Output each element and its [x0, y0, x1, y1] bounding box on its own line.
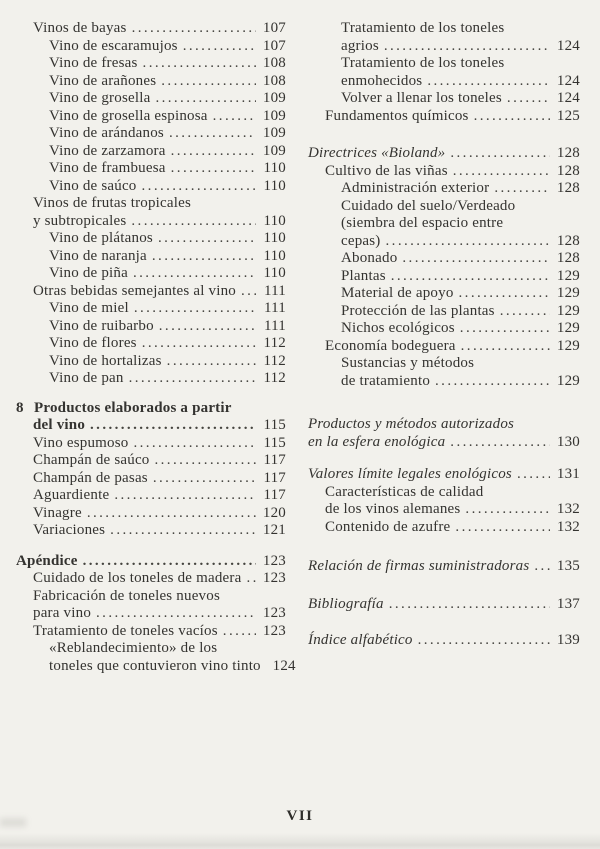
dot-leader-icon — [534, 558, 550, 576]
toc-entry — [16, 160, 286, 178]
toc-entry — [308, 416, 580, 434]
toc-entry-page: 129 — [556, 302, 580, 319]
toc-entry — [308, 38, 580, 56]
toc-entry-page: 128 — [556, 145, 580, 161]
toc-entry-page: 128 — [556, 232, 580, 249]
dot-leader-icon — [455, 519, 550, 537]
toc-entry-label: Champán de saúco — [33, 452, 150, 468]
dot-leader-icon — [500, 303, 550, 321]
dot-leader-icon — [435, 373, 550, 391]
toc-entry-page: 117 — [263, 487, 286, 503]
toc-entry — [308, 373, 580, 391]
toc-entry-label: Apéndice — [16, 552, 78, 569]
toc-entry — [16, 505, 286, 523]
dot-leader-icon — [461, 338, 550, 356]
toc-entry-label: para vino — [33, 605, 92, 621]
scan-shadow — [0, 833, 600, 849]
toc-entry-label: Características de calidad — [325, 483, 484, 500]
toc-entry — [16, 73, 286, 91]
dot-leader-icon — [153, 470, 256, 488]
dot-leader-icon — [507, 90, 550, 108]
toc-entry — [308, 250, 580, 268]
toc-entry — [16, 470, 286, 488]
dot-leader-icon — [110, 522, 256, 540]
toc-entry-label: Tratamiento de los toneles — [341, 20, 505, 36]
dot-leader-icon — [143, 55, 256, 73]
dot-leader-icon — [133, 435, 256, 453]
dot-leader-icon — [171, 160, 256, 178]
dot-leader-icon — [152, 248, 256, 266]
dot-leader-icon — [386, 233, 550, 251]
toc-entry — [16, 623, 286, 641]
toc-entry-label: Productos elaborados a partir — [34, 399, 232, 416]
toc-entry — [308, 519, 580, 537]
toc-entry-page: 107 — [262, 20, 286, 36]
toc-entry-label: Tratamiento de toneles vacíos — [33, 622, 218, 639]
dot-leader-icon — [517, 466, 550, 484]
toc-entry-label: Aguardiente — [33, 487, 110, 503]
toc-entry-label: Vino espumoso — [33, 434, 129, 451]
toc-entry-page: 124 — [272, 657, 296, 674]
toc-entry — [16, 522, 286, 540]
toc-entry-label: y subtropicales — [33, 212, 127, 229]
toc-entry-page: 137 — [556, 595, 580, 612]
dot-leader-icon — [155, 452, 257, 470]
dot-leader-icon — [494, 180, 550, 198]
toc-entry-label: Vino de frambuesa — [49, 160, 166, 176]
toc-entry — [308, 215, 580, 233]
dot-leader-icon — [384, 38, 550, 56]
toc-entry — [16, 335, 286, 353]
toc-entry-page: 112 — [263, 370, 286, 386]
toc-entry-label: Otras bebidas semejantes al vino — [33, 282, 237, 299]
dot-leader-icon — [223, 623, 256, 641]
dot-leader-icon — [83, 553, 256, 571]
toc-entry-page: 109 — [262, 107, 286, 124]
toc-entry-page: 108 — [262, 72, 286, 89]
toc-entry-page: 131 — [556, 466, 580, 482]
toc-entry-page: 110 — [263, 247, 286, 264]
toc-entry-page: 115 — [263, 417, 286, 433]
toc-entry-page: 129 — [556, 267, 580, 284]
dot-leader-icon — [427, 73, 550, 91]
toc-entry-label: Vino de grosella espinosa — [49, 107, 208, 124]
toc-entry-label: Vino de pan — [49, 370, 124, 386]
toc-entry-label: Vinagre — [33, 504, 82, 521]
toc-entry-page: 130 — [556, 433, 580, 450]
toc-entry — [16, 353, 286, 371]
toc-entry — [308, 145, 580, 163]
toc-entry-label: Fundamentos químicos — [325, 107, 469, 124]
toc-entry-label: enmohecidos — [341, 72, 423, 89]
toc-entry-page: 109 — [262, 142, 286, 159]
dot-leader-icon — [460, 320, 550, 338]
toc-entry — [16, 265, 286, 283]
toc-entry — [16, 38, 286, 56]
dot-leader-icon — [183, 38, 256, 56]
toc-entry-label: Cuidado del suelo/Verdeado — [341, 197, 516, 214]
toc-entry — [308, 501, 580, 519]
toc-entry — [308, 90, 580, 108]
toc-entry — [16, 143, 286, 161]
toc-entry-page: 109 — [262, 125, 286, 141]
toc-entry — [308, 108, 580, 126]
toc-entry-label: Abonado — [341, 250, 398, 266]
toc-entry — [308, 466, 580, 484]
dot-leader-icon — [132, 20, 256, 38]
dot-leader-icon — [87, 505, 256, 523]
toc-entry-label: Índice alfabético — [308, 632, 413, 648]
dot-leader-icon — [418, 632, 550, 650]
toc-entry — [308, 285, 580, 303]
toc-entry — [16, 178, 286, 196]
toc-entry-label: Material de apoyo — [341, 285, 454, 301]
toc-entry-page: 124 — [556, 90, 580, 106]
toc-entry — [308, 198, 580, 216]
toc-entry-page: 117 — [263, 469, 286, 486]
toc-entry — [308, 163, 580, 181]
dot-leader-icon — [90, 417, 256, 435]
toc-entry — [16, 318, 286, 336]
dot-leader-icon — [134, 300, 256, 318]
dot-leader-icon — [155, 90, 256, 108]
toc-entry-page: 112 — [263, 335, 286, 351]
toc-entry — [308, 632, 580, 650]
toc-entry — [16, 283, 286, 301]
dot-leader-icon — [159, 318, 256, 336]
toc-entry — [308, 268, 580, 286]
toc-entry-label: Administración exterior — [341, 180, 490, 196]
toc-entry — [16, 400, 286, 418]
toc-entry-page: 110 — [263, 230, 286, 246]
toc-entry-label: Vino de saúco — [49, 177, 137, 194]
dot-leader-icon — [474, 108, 550, 126]
toc-entry-page: 124 — [556, 37, 580, 54]
toc-entry-page: 112 — [263, 352, 286, 369]
dot-leader-icon — [161, 73, 256, 91]
toc-entry-label: Vino de hortalizas — [49, 352, 162, 369]
dot-leader-icon — [389, 596, 550, 614]
toc-entry-label: Contenido de azufre — [325, 518, 451, 535]
toc-entry-label: Vino de escaramujos — [49, 37, 178, 54]
toc-entry — [16, 20, 286, 38]
toc-entry — [16, 55, 286, 73]
toc-entry-page: 132 — [556, 501, 580, 517]
toc-entry — [308, 484, 580, 502]
toc-entry — [16, 487, 286, 505]
toc-entry — [16, 588, 286, 606]
toc-entry-page: 111 — [264, 282, 286, 299]
toc-entry-page: 111 — [264, 317, 286, 334]
toc-entry — [16, 657, 296, 676]
toc-entry — [308, 180, 580, 198]
toc-entry-label: Volver a llenar los toneles — [341, 90, 502, 106]
dot-leader-icon — [459, 285, 550, 303]
toc-entry-page: 107 — [262, 37, 286, 54]
toc-entry-label: Economía bodeguera — [325, 337, 456, 354]
toc-entry — [16, 605, 286, 623]
toc-entry-label: Vino de arañones — [49, 72, 157, 89]
toc-entry — [16, 195, 286, 213]
toc-left-column — [16, 20, 296, 675]
toc-entry-page: 123 — [262, 552, 286, 569]
toc-entry-label: cepas) — [341, 232, 381, 249]
toc-entry-page: 123 — [262, 622, 286, 639]
toc-entry-page: 111 — [264, 300, 286, 316]
dot-leader-icon — [246, 570, 256, 588]
dot-leader-icon — [96, 605, 256, 623]
dot-leader-icon — [465, 501, 550, 519]
toc-entry-label: Directrices «Bioland» — [308, 145, 446, 161]
toc-entry-page: 110 — [263, 177, 286, 194]
toc-entry-page: 124 — [556, 72, 580, 89]
toc-entry-label: Champán de pasas — [33, 469, 148, 486]
toc-entry-label: Protección de las plantas — [341, 302, 495, 319]
toc-entry — [308, 596, 580, 614]
toc-entry-page: 123 — [262, 605, 286, 621]
dot-leader-icon — [142, 335, 256, 353]
toc-entry-page: 123 — [262, 570, 286, 586]
toc-entry-page: 110 — [263, 265, 286, 281]
toc-entry-page: 129 — [556, 320, 580, 336]
toc-entry-label: «Reblandecimiento» de los — [49, 640, 218, 656]
dot-leader-icon — [450, 434, 550, 452]
toc-entry — [16, 417, 286, 435]
dot-leader-icon — [133, 265, 256, 283]
toc-entry — [16, 435, 286, 453]
toc-entry-label: Cultivo de las viñas — [325, 162, 448, 179]
toc-entry — [16, 570, 286, 588]
dot-leader-icon — [169, 125, 256, 143]
toc-entry-page: 128 — [556, 250, 580, 266]
toc-entry-label: Nichos ecológicos — [341, 320, 455, 336]
toc-entry-label: Vino de grosella — [49, 90, 151, 106]
toc-entry-label: Cuidado de los toneles de madera — [33, 570, 242, 586]
toc-entry-label: Vinos de bayas — [33, 20, 127, 36]
toc-entry-label: Plantas — [341, 267, 386, 284]
toc-entry-page: 110 — [263, 212, 286, 229]
toc-entry — [308, 434, 580, 452]
toc-entry-page: 129 — [556, 372, 580, 389]
toc-entry — [308, 55, 580, 73]
toc-entry-label: Vino de arándanos — [49, 125, 164, 141]
toc-entry — [16, 370, 286, 388]
toc-entry-page: 128 — [556, 180, 580, 196]
toc-entry — [16, 125, 286, 143]
toc-entry-label: de los vinos alemanes — [325, 501, 461, 517]
toc-entry — [308, 20, 580, 38]
toc-entry-label: Vino de piña — [49, 265, 128, 281]
toc-entry-label: Sustancias y métodos — [341, 355, 475, 371]
toc-entry-label: del vino — [33, 417, 86, 433]
toc-entry — [16, 213, 286, 231]
toc-entry — [16, 108, 286, 126]
toc-entry-page: 121 — [262, 522, 286, 538]
toc-entry — [16, 452, 286, 470]
toc-entry — [16, 230, 286, 248]
toc-entry-page: 139 — [556, 632, 580, 648]
toc-entry-label: Bibliografía — [308, 595, 384, 612]
dot-leader-icon — [450, 145, 550, 163]
toc-entry-label: Relación de firmas suministradoras — [308, 558, 530, 574]
dot-leader-icon — [453, 163, 550, 181]
toc-entry-page: 129 — [556, 285, 580, 301]
toc-entry — [16, 553, 286, 571]
toc-entry-label: Vinos de frutas tropicales — [33, 195, 192, 211]
dot-leader-icon — [402, 250, 550, 268]
toc-entry-label: Vino de naranja — [49, 247, 147, 264]
toc-entry-label: agrios — [341, 37, 379, 54]
dot-leader-icon — [241, 283, 256, 301]
toc-entry-page: 115 — [263, 434, 286, 451]
toc-entry-label: Fabricación de toneles nuevos — [33, 587, 220, 604]
page-number-footer: VII — [286, 808, 314, 824]
toc-entry — [308, 320, 580, 338]
toc-entry — [16, 300, 286, 318]
toc-entry — [308, 233, 580, 251]
toc-entry-label: Vino de miel — [49, 300, 129, 316]
toc-entry — [308, 73, 580, 91]
dot-leader-icon — [129, 370, 256, 388]
toc-entry-page: 125 — [556, 107, 580, 124]
toc-entry-label: Vino de ruibarbo — [49, 317, 154, 334]
toc-entry — [16, 90, 286, 108]
toc-entry-label: (siembra del espacio entre — [341, 215, 504, 231]
toc-entry-label: Tratamiento de los toneles — [341, 55, 505, 71]
toc-right-column — [308, 20, 580, 650]
toc-entry-page: 110 — [263, 160, 286, 176]
toc-entry-page: 132 — [556, 518, 580, 535]
toc-entry-page: 120 — [262, 504, 286, 521]
chapter-number: 8 — [16, 399, 24, 416]
toc-entry-page: 128 — [556, 162, 580, 179]
toc-entry-label: de tratamiento — [341, 372, 431, 389]
dot-leader-icon — [142, 178, 256, 196]
dot-leader-icon — [391, 268, 550, 286]
toc-entry-label: Vino de zarzamora — [49, 142, 166, 159]
toc-entry-page: 108 — [262, 55, 286, 71]
dot-leader-icon — [131, 213, 256, 231]
toc-entry-page: 129 — [556, 337, 580, 354]
toc-entry — [308, 338, 580, 356]
toc-entry — [308, 558, 580, 576]
toc-entry-page: 135 — [556, 558, 580, 574]
toc-entry-label: Vino de fresas — [49, 55, 138, 71]
dot-leader-icon — [167, 353, 256, 371]
toc-entry — [16, 640, 286, 658]
toc-entry — [308, 355, 580, 373]
toc-entry-page: 109 — [262, 90, 286, 106]
toc-entry-label: Vino de plátanos — [49, 230, 153, 246]
toc-entry-page: 117 — [263, 452, 286, 468]
dot-leader-icon — [213, 108, 256, 126]
toc-entry-label: Productos y métodos autorizados — [308, 416, 515, 432]
toc-entry-label: en la esfera enológica — [308, 433, 446, 450]
toc-entry-label: Variaciones — [33, 522, 106, 538]
toc-entry-label: Valores límite legales enológicos — [308, 466, 512, 482]
dot-leader-icon — [114, 487, 256, 505]
toc-entry — [308, 303, 580, 321]
toc-entry-label: toneles que contuvieron vino tinto — [49, 657, 261, 674]
dot-leader-icon — [158, 230, 256, 248]
toc-entry — [16, 248, 286, 266]
dot-leader-icon — [171, 143, 256, 161]
toc-entry-label: Vino de flores — [49, 335, 137, 351]
